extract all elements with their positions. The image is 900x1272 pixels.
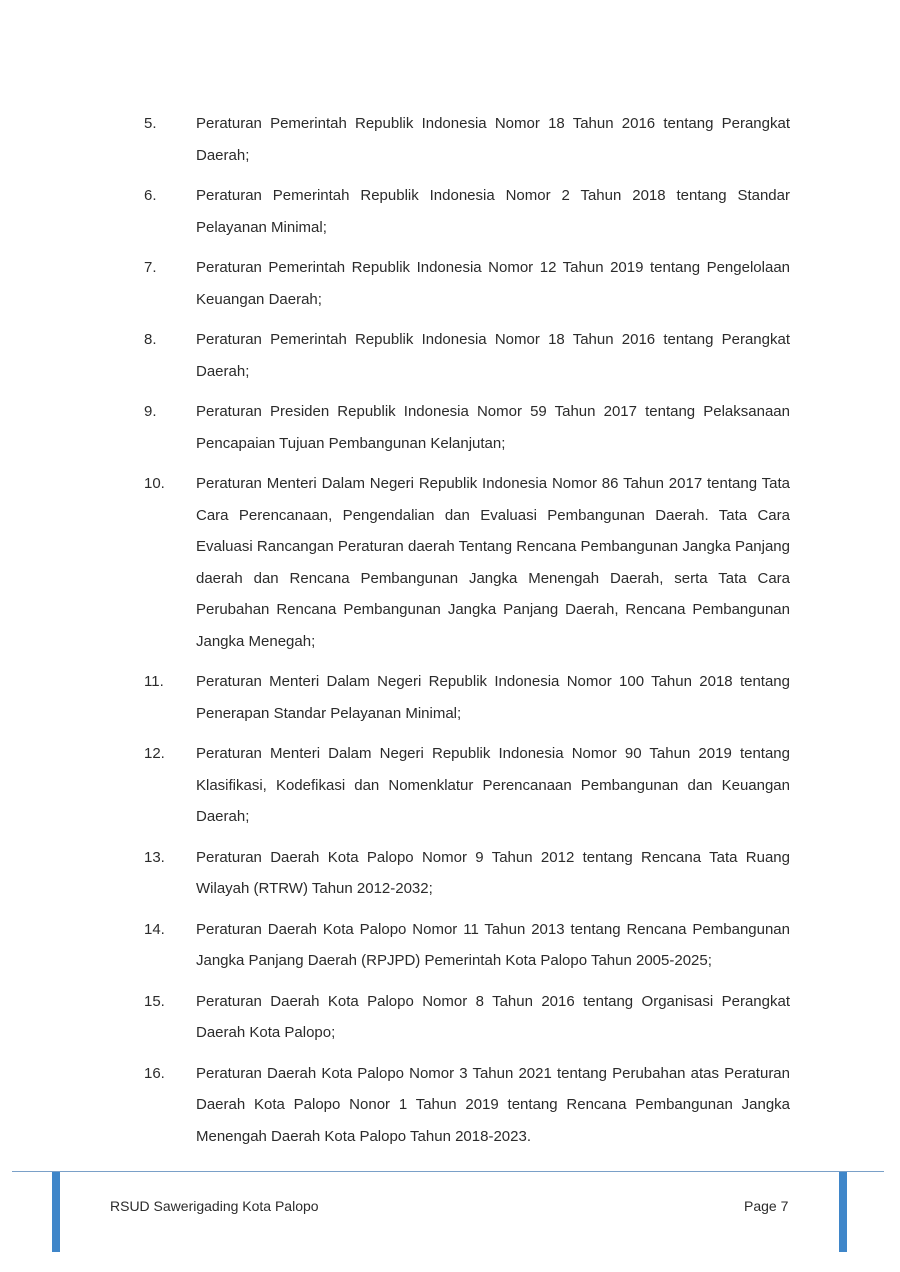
list-item-number: 11. (144, 673, 164, 690)
footer-left-bar (52, 1172, 60, 1252)
list-item-number: 8. (144, 331, 157, 348)
list-item-text: Peraturan Menteri Dalam Negeri Republik Indonesia Nomor 90 Tahun 2019 tentang Klasifikasi, Kodefikasi dan Nomenklatur Perencanaan Pembangunan dan Keuangan Daerah; (196, 745, 790, 825)
list-item (0, 914, 900, 977)
footer-divider (12, 1171, 884, 1172)
list-item (0, 842, 900, 905)
list-item-number: 7. (144, 259, 157, 276)
list-item-number: 10. (144, 475, 165, 492)
list-item-number: 6. (144, 187, 157, 204)
list-item-number: 13. (144, 848, 165, 866)
list-item-text: Peraturan Daerah Kota Palopo Nomor 9 Tahun 2012 tentang Rencana Tata Ruang Wilayah (RTRW) Tahun 2012-2032; (196, 848, 790, 897)
list-item-text: Peraturan Pemerintah Republik Indonesia Nomor 18 Tahun 2016 tentang Perangkat Daerah; (196, 115, 790, 164)
list-item (0, 738, 900, 833)
list-item (0, 468, 900, 657)
list-item-number: 14. (144, 920, 165, 938)
list-item-text: Peraturan Presiden Republik Indonesia Nomor 59 Tahun 2017 tentang Pelaksanaan Pencapaian Tujuan Pembangunan Kelanjutan; (196, 403, 790, 452)
list-item (0, 666, 900, 729)
list-item (0, 1058, 900, 1153)
list-item-text: Peraturan Menteri Dalam Negeri Republik Indonesia Nomor 86 Tahun 2017 tentang Tata Cara Perencanaan, Pengendalian dan Evaluasi Pembangunan Daerah. Tata Cara Evaluasi Rancangan Peraturan daerah Tentang Rencana Pembangunan Jangka Panjang daerah dan Rencana Pembangunan Jangka Menengah Daerah, serta Tata Cara Perubahan Rencana Pembangunan Jangka Panjang Daerah, Rencana Pembangunan Jangka Menegah; (196, 475, 790, 650)
list-item-text: Peraturan Daerah Kota Palopo Nomor 8 Tahun 2016 tentang Organisasi Perangkat Daerah Kota Palopo; (196, 992, 790, 1041)
list-item-text: Peraturan Menteri Dalam Negeri Republik Indonesia Nomor 100 Tahun 2018 tentang Penerapan Standar Pelayanan Minimal; (196, 673, 790, 722)
list-item (0, 108, 900, 171)
list-item-number: 12. (144, 745, 165, 762)
page-number: Page 7 (744, 1198, 789, 1214)
list-item (0, 396, 900, 459)
list-item-text: Peraturan Pemerintah Republik Indonesia Nomor 2 Tahun 2018 tentang Standar Pelayanan Minimal; (196, 187, 790, 236)
list-item-number: 5. (144, 115, 157, 132)
list-item (0, 986, 900, 1049)
list-item-number: 15. (144, 992, 165, 1010)
list-item-text: Peraturan Daerah Kota Palopo Nomor 11 Tahun 2013 tentang Rencana Pembangunan Jangka Panjang Daerah (RPJPD) Pemerintah Kota Palopo Tahun 2005-2025; (196, 920, 790, 969)
footer-institution: RSUD Sawerigading Kota Palopo (110, 1198, 319, 1214)
footer-right-bar (839, 1172, 847, 1252)
list-item-number: 16. (144, 1064, 165, 1082)
regulation-list (0, 108, 900, 1161)
list-item-number: 9. (144, 403, 157, 420)
list-item (0, 324, 900, 387)
list-item (0, 180, 900, 243)
list-item-text: Peraturan Pemerintah Republik Indonesia Nomor 12 Tahun 2019 tentang Pengelolaan Keuangan Daerah; (196, 259, 790, 308)
list-item-text: Peraturan Pemerintah Republik Indonesia Nomor 18 Tahun 2016 tentang Perangkat Daerah; (196, 331, 790, 380)
list-item (0, 252, 900, 315)
list-item-text: Peraturan Daerah Kota Palopo Nomor 3 Tahun 2021 tentang Perubahan atas Peraturan Daerah Kota Palopo Nonor 1 Tahun 2019 tentang Rencana Pembangunan Jangka Menengah Daerah Kota Palopo Tahun 2018-2023. (196, 1064, 790, 1145)
